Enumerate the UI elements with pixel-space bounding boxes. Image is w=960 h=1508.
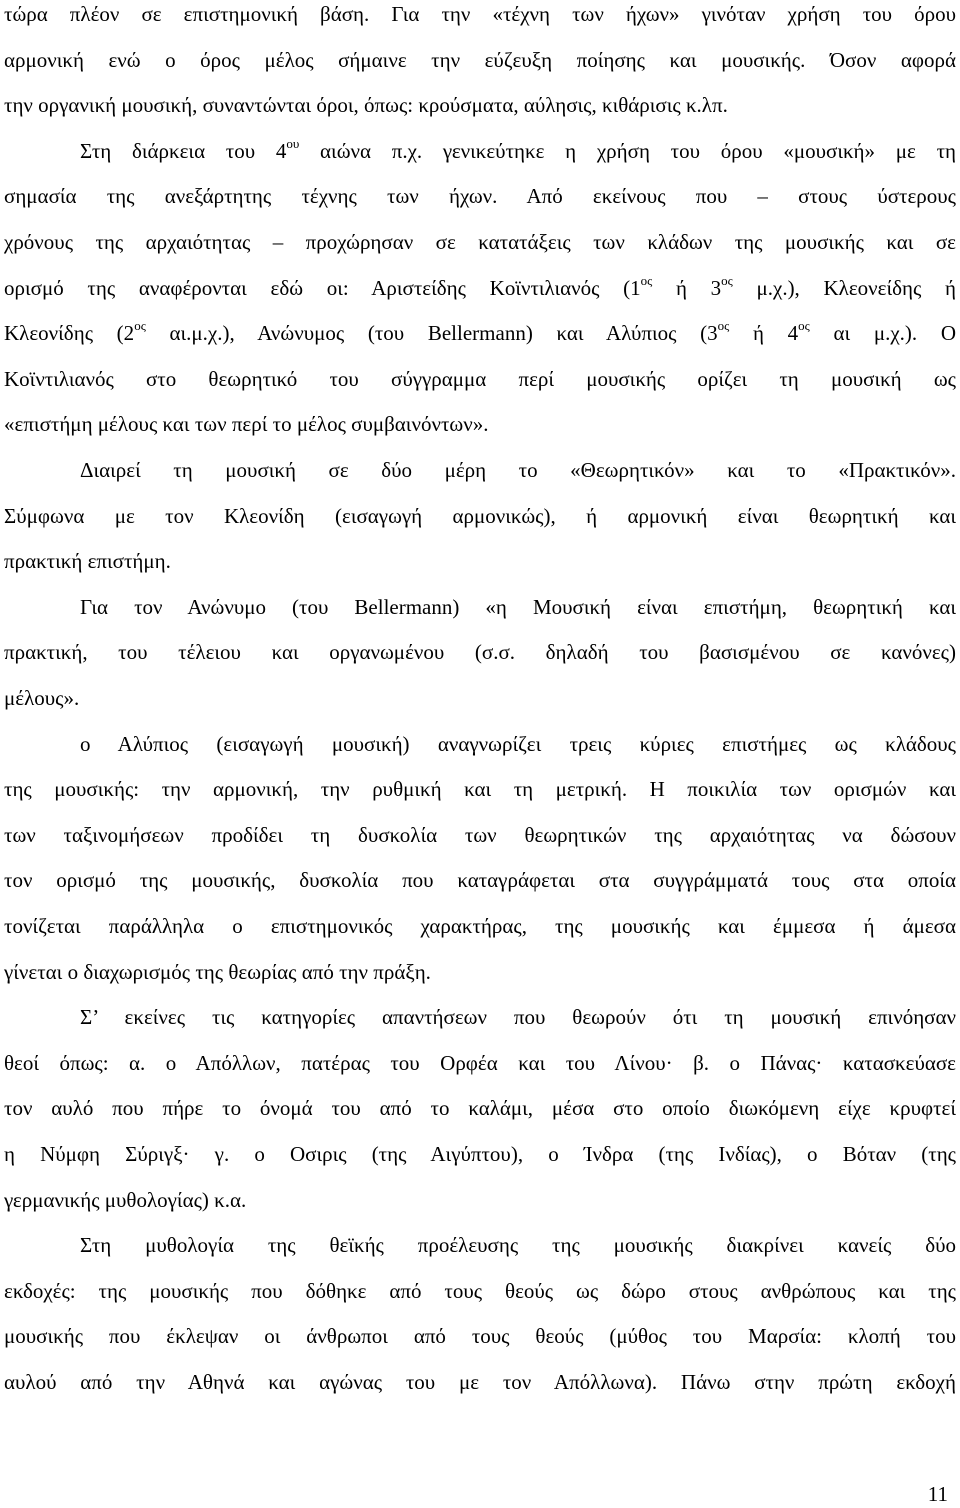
text-line: [4, 960, 956, 984]
text-line: [4, 1279, 956, 1303]
text-line: [4, 1142, 956, 1166]
text-run: Κοϊντιλιανός στο θεωρητικό του σύγγραμμα περί μουσικής ορίζει τη μουσική ως: [4, 366, 956, 391]
text-line: [4, 914, 956, 938]
text-line: [4, 230, 956, 254]
superscript: ος: [717, 318, 730, 334]
text-line: [80, 458, 956, 482]
text-run: «επιστήμη μέλους και των περί το μέλος συμβαινόντων».: [4, 412, 489, 437]
text-run: γίνεται ο διαχωρισμός της θεωρίας από την πράξη.: [4, 959, 431, 984]
text-run: γερμανικής μυθολογίας) κ.α.: [4, 1187, 247, 1212]
text-line: [4, 1096, 956, 1120]
text-run: σημασία της ανεξάρτητης τέχνης των ήχων. Από εκείνους που – στους ύστερους: [4, 184, 956, 209]
text-line: [4, 93, 956, 117]
text-line: [80, 732, 956, 756]
text-run: αιώνα π.χ. γενικεύτηκε η χρήση του όρου «μουσική» με τη: [299, 138, 956, 163]
text-run: Σ’ εκείνες τις κατηγορίες απαντήσεων που θεωρούν ότι τη μουσική επινόησαν: [80, 1005, 956, 1030]
text-line: [4, 823, 956, 847]
superscript: ος: [134, 318, 146, 334]
text-run: Διαιρεί τη μουσική σε δύο μέρη το «Θεωρητικόν» και το «Πρακτικόν».: [80, 458, 956, 482]
text-line: [4, 367, 956, 391]
text-run: ο Αλύπιος (εισαγωγή μουσική) αναγνωρίζει τρεις κύριες επιστήμες ως κλάδους: [80, 731, 956, 756]
text-run: Σύμφωνα με τον Κλεονίδη (εισαγωγή αρμονικώς), ή αρμονική είναι θεωρητική και: [4, 503, 956, 528]
superscript: ου: [286, 135, 300, 151]
text-run: Στη διάρκεια του 4: [80, 138, 287, 163]
page-number: 11: [927, 1482, 948, 1506]
text-line: [4, 48, 956, 72]
text-run: πρακτική επιστήμη.: [4, 549, 171, 574]
text-run: αι μ.χ.). Ο: [809, 321, 957, 346]
text-run: ή 4: [729, 321, 799, 346]
text-line: [4, 777, 956, 801]
text-line: [4, 868, 956, 892]
text-line: [4, 1188, 956, 1212]
text-line: [80, 135, 956, 163]
text-run: η Νύμφη Σύριγξ· γ. ο Οσιρις (της Αιγύπτου), ο Ίνδρα (της Ινδίας), ο Βόταν (της: [4, 1142, 956, 1166]
text-line: [80, 1233, 956, 1257]
text-run: ορισμό της αναφέρονται εδώ οι: Αριστείδης Κοϊντιλιανός (1: [4, 275, 641, 300]
text-line: [4, 184, 956, 208]
text-run: μέλους».: [4, 686, 80, 710]
superscript: ος: [798, 318, 810, 334]
text-line: [4, 1324, 956, 1348]
text-run: χρόνους της αρχαιότητας – προχώρησαν σε κατατάξεις των κλάδων της μουσικής και σε: [4, 230, 956, 254]
text-run: τον αυλό που πήρε το όνομά του από το καλάμι, μέσα στο οποίο διωκόμενη είχε κρυφτεί: [4, 1096, 956, 1121]
text-run: της μουσικής: την αρμονική, την ρυθμική και τη μετρική. Η ποικιλία των ορισμών και: [4, 777, 956, 802]
text-run: μουσικής που έκλεψαν οι άνθρωποι από τους θεούς (μύθος του Μαρσία: κλοπή του: [4, 1324, 956, 1349]
text-run: πρακτική, του τέλειου και οργανωμένου (σ.σ. δηλαδή του βασισμένου σε κανόνες): [4, 640, 956, 665]
text-line: [4, 272, 956, 300]
text-run: εκδοχές: της μουσικής που δόθηκε από τους θεούς ως δώρο στους ανθρώπους και της: [4, 1278, 956, 1303]
text-run: τονίζεται παράλληλα ο επιστημονικός χαρακτήρας, της μουσικής και έμμεσα ή άμεσα: [4, 914, 956, 938]
text-run: Στη μυθολογία της θεϊκής προέλευσης της μουσικής διακρίνει κανείς δύο: [80, 1233, 956, 1258]
text-line: [4, 686, 956, 710]
text-line: [4, 640, 956, 664]
superscript: ος: [721, 272, 733, 288]
text-run: τώρα πλέον σε επιστημονική βάση. Για την «τέχνη των ήχων» γινόταν χρήση του όρου: [4, 2, 956, 26]
text-run: μ.χ.), Κλεονείδης ή: [732, 275, 956, 300]
text-run: Κλεονίδης (2: [4, 321, 135, 346]
text-run: την οργανική μουσική, συναντώνται όροι, όπως: κρούσματα, αύλησις, κιθάρισις κ.λπ.: [4, 93, 728, 118]
text-line: [4, 549, 956, 573]
text-line: [80, 595, 956, 619]
text-line: [4, 318, 957, 346]
text-line: [4, 504, 956, 528]
text-run: των ταξινομήσεων προδίδει τη δυσκολία των θεωρητικών της αρχαιότητας να δώσουν: [4, 822, 956, 847]
text-run: αυλού από την Αθηνά και αγώνας του με τον Απόλλωνα). Πάνω στην πρώτη εκδοχή: [4, 1370, 956, 1394]
text-run: θεοί όπως: α. ο Απόλλων, πατέρας του Ορφέα και του Λίνου· β. ο Πάνας· κατασκεύασε: [4, 1050, 956, 1075]
text-line: [4, 2, 956, 26]
text-run: ή 3: [652, 275, 722, 300]
text-run: τον ορισμό της μουσικής, δυσκολία που καταγράφεται στα συγγράμματά τους στα οποία: [4, 868, 956, 893]
superscript: ος: [640, 272, 653, 288]
text-run: αρμονική ενώ ο όρος μέλος σήμαινε την εύζευξη ποίησης και μουσικής. Όσον αφορά: [4, 47, 956, 72]
text-run: Για τον Ανώνυμο (του Bellermann) «η Μουσική είναι επιστήμη, θεωρητική και: [80, 594, 956, 619]
text-line: [4, 412, 956, 436]
text-line: [4, 1051, 956, 1075]
text-line: [80, 1005, 956, 1029]
text-run: αι.μ.χ.), Ανώνυμος (του Bellermann) και Αλύπιος (3: [145, 321, 718, 346]
text-line: [4, 1370, 956, 1394]
